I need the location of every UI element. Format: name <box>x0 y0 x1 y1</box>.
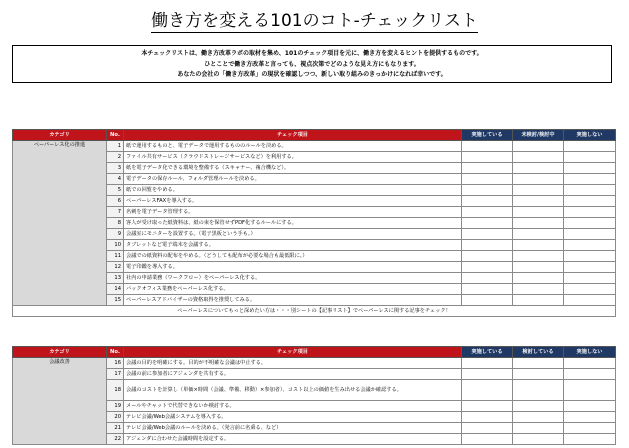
item-number: 5 <box>107 185 124 196</box>
check-cell-implemented[interactable] <box>462 229 513 240</box>
item-number: 11 <box>107 251 124 262</box>
checklist-table-meetings <box>12 346 616 445</box>
check-cell-implemented[interactable] <box>462 358 513 369</box>
check-cell-implemented[interactable] <box>462 284 513 295</box>
check-item-text: メールやチャットで代替できないか検討する。 <box>124 401 462 412</box>
item-number: 2 <box>107 152 124 163</box>
table-row <box>13 141 616 152</box>
check-cell-considering[interactable] <box>513 284 564 295</box>
check-cell-not-implemented[interactable] <box>564 401 616 412</box>
check-cell-not-implemented[interactable] <box>564 369 616 380</box>
check-cell-implemented[interactable] <box>462 423 513 434</box>
check-item-text: 紙を電子データ化できる環境を整備する（スキャナー、複合機など）。 <box>124 163 462 174</box>
page-title: 働き方を変える101のコト-チェックリスト <box>151 11 478 31</box>
header-considering: 未検討/検討中 <box>513 130 564 141</box>
check-cell-considering[interactable] <box>513 369 564 380</box>
item-number: 20 <box>107 412 124 423</box>
check-item-text: ペーパーレスFAXを導入する。 <box>124 196 462 207</box>
check-cell-considering[interactable] <box>513 163 564 174</box>
item-number: 7 <box>107 207 124 218</box>
check-cell-considering[interactable] <box>513 251 564 262</box>
check-cell-not-implemented[interactable] <box>564 284 616 295</box>
check-cell-not-implemented[interactable] <box>564 262 616 273</box>
intro-line: ひとことで働き方改革と言っても、視点次第でどのような見え方にもなります。 <box>204 60 420 68</box>
check-cell-considering[interactable] <box>513 196 564 207</box>
check-cell-implemented[interactable] <box>462 196 513 207</box>
check-item-text: 名刺を電子データ管理する。 <box>124 207 462 218</box>
item-number: 1 <box>107 141 124 152</box>
header-no: No. <box>107 347 124 358</box>
intro-line: 本チェックリストは、働き方改革ラボの取材を集め、101のチェック項目を元に、働き方を変えるヒントを提供するものです。 <box>141 50 483 57</box>
check-item-text: バックオフィス業務をペーパーレス化する。 <box>124 284 462 295</box>
header-implemented: 実施している <box>462 347 513 358</box>
check-item-text: 紙での回覧をやめる。 <box>124 185 462 196</box>
check-cell-implemented[interactable] <box>462 380 513 401</box>
check-cell-considering[interactable] <box>513 380 564 401</box>
header-not-implemented: 実施しない <box>564 347 616 358</box>
item-number: 12 <box>107 262 124 273</box>
header-considering: 検討している <box>513 347 564 358</box>
check-item-text: テレビ会議/Web会議システムを導入する。 <box>124 412 462 423</box>
check-cell-not-implemented[interactable] <box>564 229 616 240</box>
check-cell-implemented[interactable] <box>462 152 513 163</box>
check-cell-considering[interactable] <box>513 207 564 218</box>
check-cell-implemented[interactable] <box>462 185 513 196</box>
item-number: 10 <box>107 240 124 251</box>
intro-box <box>12 45 612 83</box>
check-cell-considering[interactable] <box>513 141 564 152</box>
category-cell: ペーパーレス化の推進 <box>13 141 107 306</box>
check-cell-implemented[interactable] <box>462 174 513 185</box>
item-number: 22 <box>107 434 124 445</box>
item-number: 13 <box>107 273 124 284</box>
item-number: 16 <box>107 358 124 369</box>
header-implemented: 実施している <box>462 130 513 141</box>
check-cell-implemented[interactable] <box>462 141 513 152</box>
check-item-text: アジェンダに合わせた会議時間を設定する。 <box>124 434 462 445</box>
check-item-text: 紙で運用するものと、電子データで運用するもののルールを決める。 <box>124 141 462 152</box>
header-item: チェック項目 <box>124 347 462 358</box>
item-number: 17 <box>107 369 124 380</box>
check-cell-considering[interactable] <box>513 229 564 240</box>
header-category: カテゴリ <box>13 347 107 358</box>
check-item-text: テレビ会議/Web会議のルールを決める。（発言前に名乗る、など） <box>124 423 462 434</box>
item-number: 21 <box>107 423 124 434</box>
check-cell-not-implemented[interactable] <box>564 358 616 369</box>
check-item-text: 会議室にモニターを設置する。（電子黒板という手も。） <box>124 229 462 240</box>
check-cell-considering[interactable] <box>513 423 564 434</box>
check-cell-implemented[interactable] <box>462 207 513 218</box>
check-cell-not-implemented[interactable] <box>564 251 616 262</box>
check-cell-not-implemented[interactable] <box>564 380 616 401</box>
check-cell-implemented[interactable] <box>462 401 513 412</box>
check-cell-not-implemented[interactable] <box>564 196 616 207</box>
table-header-row <box>13 347 616 358</box>
check-cell-not-implemented[interactable] <box>564 412 616 423</box>
check-cell-not-implemented[interactable] <box>564 207 616 218</box>
check-cell-considering[interactable] <box>513 262 564 273</box>
check-cell-implemented[interactable] <box>462 251 513 262</box>
check-cell-not-implemented[interactable] <box>564 240 616 251</box>
check-cell-considering[interactable] <box>513 401 564 412</box>
check-item-text: 電子印鑑を導入する。 <box>124 262 462 273</box>
check-cell-considering[interactable] <box>513 152 564 163</box>
category-cell: 会議改善 <box>13 358 107 445</box>
check-cell-implemented[interactable] <box>462 369 513 380</box>
check-cell-not-implemented[interactable] <box>564 218 616 229</box>
check-cell-considering[interactable] <box>513 185 564 196</box>
table-row <box>13 358 616 369</box>
check-cell-not-implemented[interactable] <box>564 152 616 163</box>
check-cell-not-implemented[interactable] <box>564 295 616 306</box>
check-item-text: ファイル共有サービス（クラウドストレージサービスなど）を利用する。 <box>124 152 462 163</box>
check-cell-not-implemented[interactable] <box>564 273 616 284</box>
check-cell-implemented[interactable] <box>462 240 513 251</box>
check-cell-implemented[interactable] <box>462 295 513 306</box>
check-cell-considering[interactable] <box>513 358 564 369</box>
header-category: カテゴリ <box>13 130 107 141</box>
check-item-text: 会議での紙資料の配布をやめる。（どうしても配布が必要な場合も最低限に。） <box>124 251 462 262</box>
header-item: チェック項目 <box>124 130 462 141</box>
item-number: 8 <box>107 218 124 229</box>
check-cell-considering[interactable] <box>513 412 564 423</box>
item-number: 6 <box>107 196 124 207</box>
check-cell-not-implemented[interactable] <box>564 434 616 445</box>
table-header-row <box>13 130 616 141</box>
check-item-text: 社内の申請業務（ワークフロー）をペーパーレス化する。 <box>124 273 462 284</box>
item-number: 18 <box>107 380 124 401</box>
check-cell-implemented[interactable] <box>462 273 513 284</box>
check-cell-not-implemented[interactable] <box>564 174 616 185</box>
check-cell-implemented[interactable] <box>462 218 513 229</box>
intro-line: あなたの会社の「働き方改革」の現状を確認しつつ、新しい取り組みのきっかけになれば幸いです。 <box>177 71 447 78</box>
check-cell-considering[interactable] <box>513 218 564 229</box>
check-cell-implemented[interactable] <box>462 262 513 273</box>
check-cell-considering[interactable] <box>513 273 564 284</box>
check-item-text: 会議の前に参加者にアジェンダを共有する。 <box>124 369 462 380</box>
checklist-table-paperless <box>12 129 616 317</box>
check-cell-not-implemented[interactable] <box>564 163 616 174</box>
section-footer-row <box>13 306 616 317</box>
header-not-implemented: 実施しない <box>564 130 616 141</box>
check-item-text: ペーパーレスアドバイザーの資格取得を推奨してみる。 <box>124 295 462 306</box>
header-no: No. <box>107 130 124 141</box>
check-cell-implemented[interactable] <box>462 412 513 423</box>
item-number: 9 <box>107 229 124 240</box>
item-number: 19 <box>107 401 124 412</box>
item-number: 14 <box>107 284 124 295</box>
check-cell-not-implemented[interactable] <box>564 141 616 152</box>
check-cell-considering[interactable] <box>513 240 564 251</box>
check-item-text: 会議のコストを計算し（単価×時間（会議、準備、移動）×参加者）、コスト以上の価値を生み出せる会議か確認する。 <box>124 380 462 401</box>
check-cell-implemented[interactable] <box>462 163 513 174</box>
check-item-text: タブレットなど電子端末を会議する。 <box>124 240 462 251</box>
check-cell-not-implemented[interactable] <box>564 423 616 434</box>
section-footer-text: ペーパーレスについてもっと深めたい方は・・・別シートの【記事リスト】でペーパーレスに関する記事をチェック！ <box>13 306 616 317</box>
check-item-text: 客人が受け取った紙資料は、紙の束を保管せずPDF化するルールにする。 <box>124 218 462 229</box>
check-cell-implemented[interactable] <box>462 434 513 445</box>
check-item-text: 会議の目的を明確にする。目的が不明確な会議は中止する。 <box>124 358 462 369</box>
check-cell-considering[interactable] <box>513 295 564 306</box>
item-number: 3 <box>107 163 124 174</box>
check-cell-considering[interactable] <box>513 434 564 445</box>
check-item-text: 電子データの保存ルール、フォルダ管理ルールを決める。 <box>124 174 462 185</box>
item-number: 15 <box>107 295 124 306</box>
item-number: 4 <box>107 174 124 185</box>
check-cell-not-implemented[interactable] <box>564 185 616 196</box>
check-cell-considering[interactable] <box>513 174 564 185</box>
